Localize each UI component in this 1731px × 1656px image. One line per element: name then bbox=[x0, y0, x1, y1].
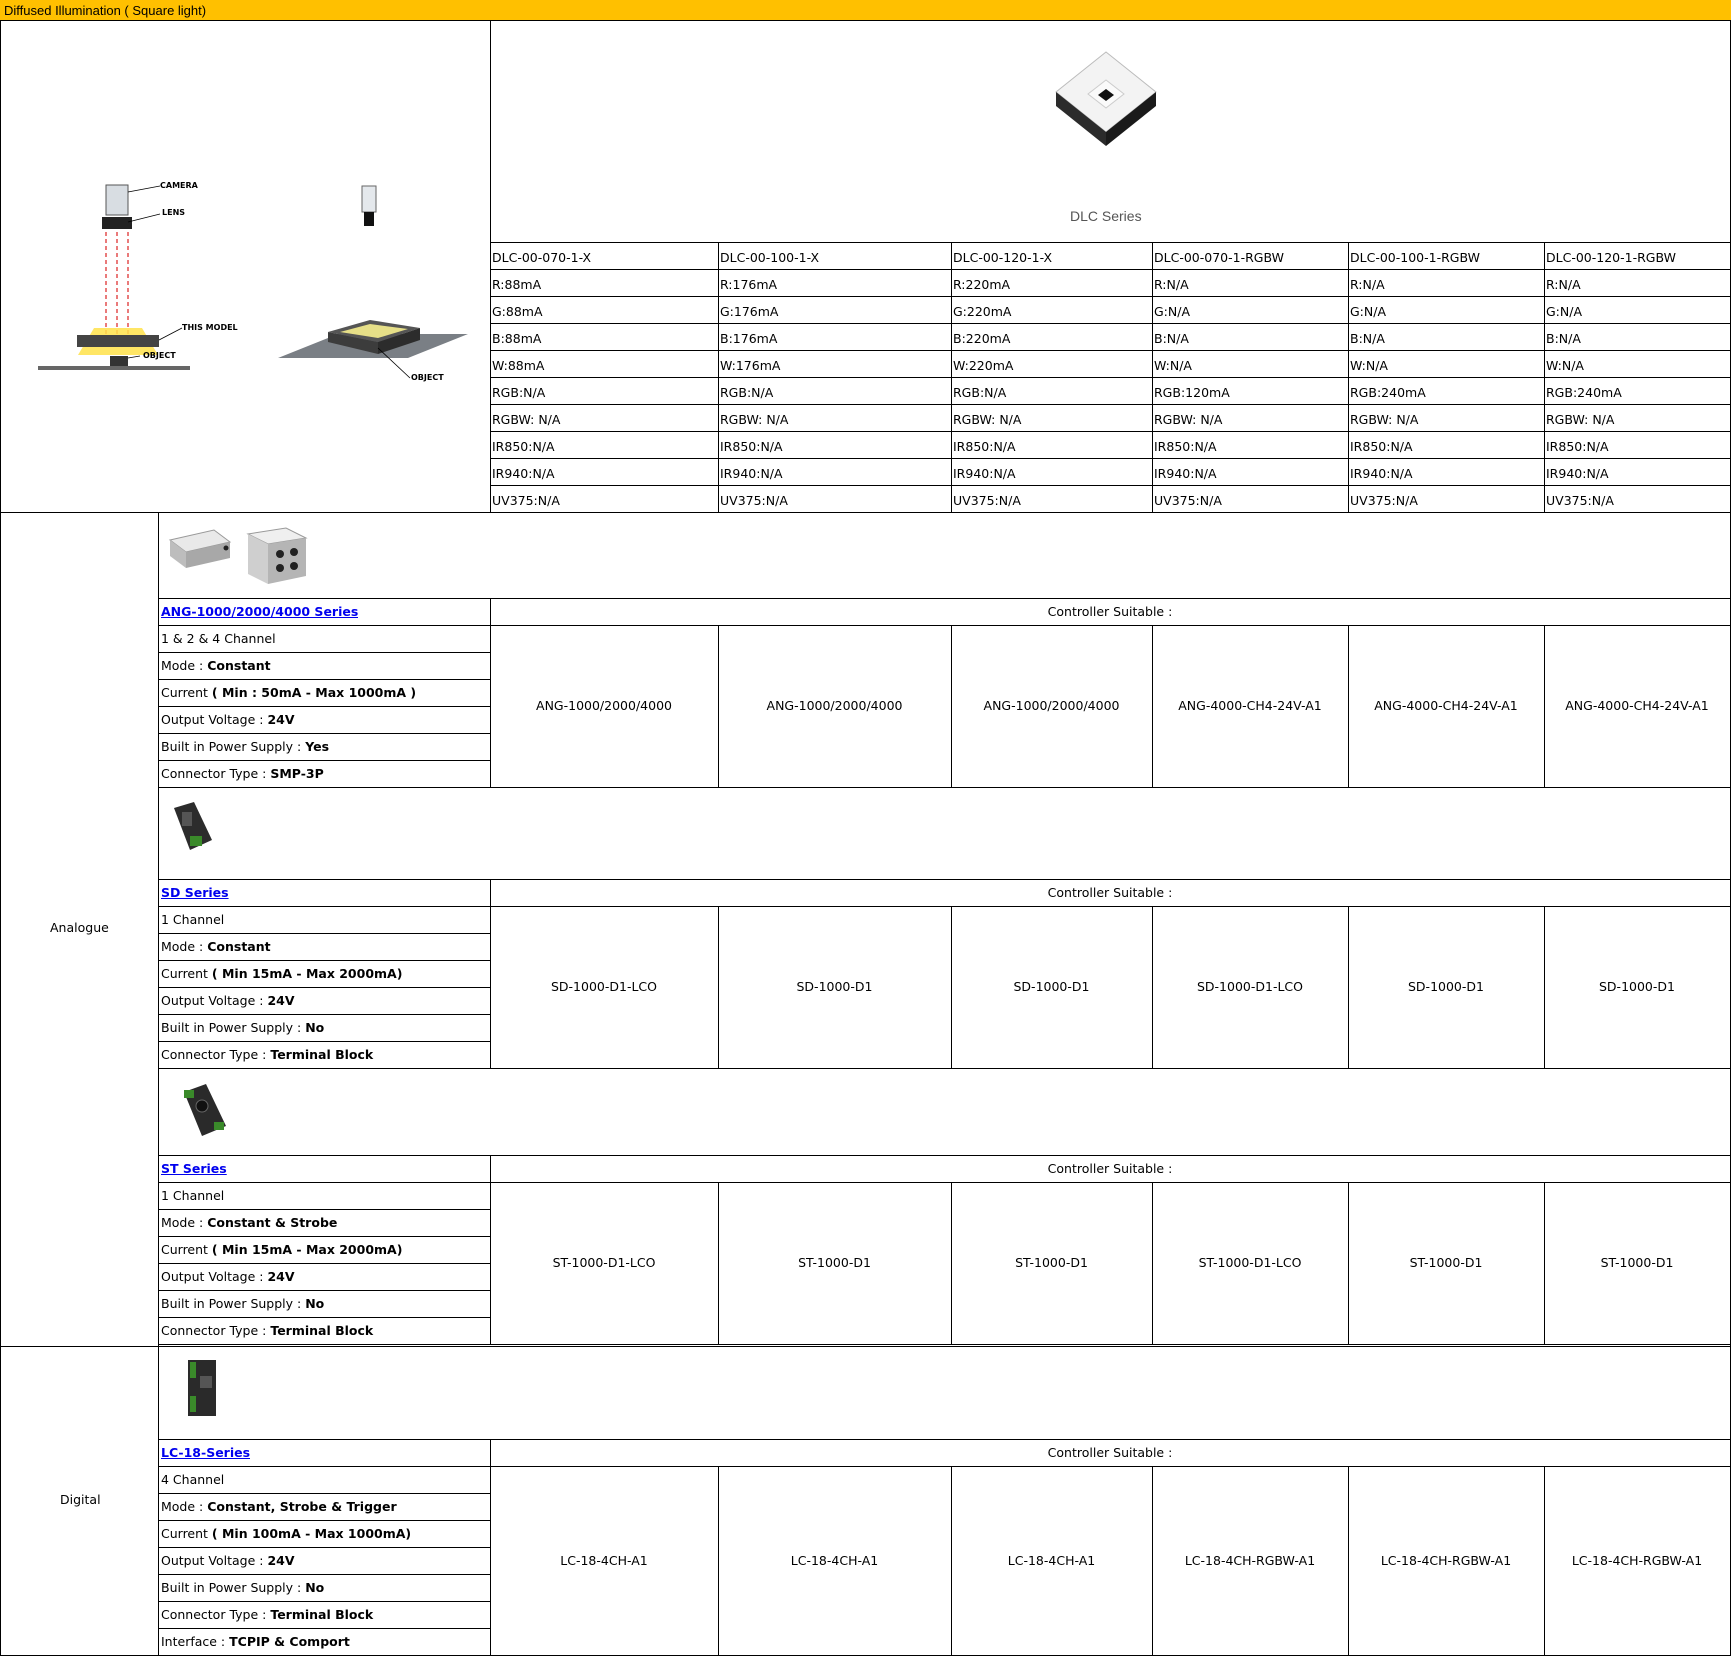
spec-label: Current bbox=[161, 1526, 212, 1541]
spec-cell: B:88mA bbox=[492, 331, 542, 346]
model-name-cell: DLC-00-100-1-RGBW bbox=[1350, 250, 1480, 265]
spec-cell: RGB:120mA bbox=[1154, 385, 1230, 400]
spec-label: Mode : bbox=[161, 1499, 208, 1514]
spec-cell: IR850:N/A bbox=[953, 439, 1016, 454]
camera-icon bbox=[362, 186, 376, 212]
controller-spec-row bbox=[158, 1182, 493, 1209]
suitable-controller-cell: SD-1000-D1-LCO bbox=[1196, 979, 1303, 994]
suitable-controller-cell: ANG-4000-CH4-24V-A1 bbox=[1374, 698, 1518, 713]
spec-label: Mode : bbox=[161, 939, 208, 954]
sd-controller-image bbox=[168, 800, 218, 856]
suitable-controller-cell: SD-1000-D1 bbox=[796, 979, 873, 994]
divider bbox=[158, 787, 490, 788]
spec-label: Output Voltage : bbox=[161, 993, 268, 1008]
spec-label: Mode : bbox=[161, 658, 208, 673]
spec-value: 24V bbox=[267, 1553, 295, 1568]
spec-label: Connector Type : bbox=[161, 1607, 271, 1622]
divider bbox=[1544, 242, 1545, 512]
spec-label: Current bbox=[161, 966, 212, 981]
divider bbox=[718, 242, 719, 512]
spec-label: 1 Channel bbox=[161, 1188, 225, 1203]
series-link[interactable]: LC-18-Series bbox=[161, 1445, 251, 1460]
spec-value: ( Min 15mA - Max 2000mA) bbox=[211, 966, 403, 981]
spec-value: No bbox=[305, 1296, 325, 1311]
controller-spec-row bbox=[158, 1014, 493, 1041]
spec-value: Constant bbox=[207, 939, 271, 954]
divider bbox=[158, 1068, 490, 1069]
spec-cell: W:176mA bbox=[720, 358, 781, 373]
controller-spec-row bbox=[158, 706, 493, 733]
spec-cell: G:N/A bbox=[1546, 304, 1583, 319]
ang-controller-image bbox=[168, 524, 318, 588]
suitable-controller-cell: ST-1000-D1 bbox=[1015, 1255, 1088, 1270]
spec-label: 4 Channel bbox=[161, 1472, 225, 1487]
spec-cell: RGBW: N/A bbox=[1350, 412, 1419, 427]
controller-spec-row bbox=[158, 1263, 493, 1290]
suitable-controller-cell: ST-1000-D1 bbox=[1600, 1255, 1674, 1270]
spec-value: Terminal Block bbox=[270, 1047, 374, 1062]
divider bbox=[158, 1155, 1731, 1156]
spec-cell: G:N/A bbox=[1350, 304, 1387, 319]
dlc-product-image bbox=[1048, 50, 1162, 146]
suitable-controller-cell: SD-1000-D1 bbox=[1408, 979, 1484, 994]
spec-value: 24V bbox=[267, 712, 295, 727]
spec-cell: B:N/A bbox=[1546, 331, 1581, 346]
spec-cell: RGBW: N/A bbox=[1154, 412, 1223, 427]
spec-label: Connector Type : bbox=[161, 1323, 271, 1338]
group-label-digital: Digital bbox=[60, 1492, 101, 1507]
spec-cell: RGBW: N/A bbox=[492, 412, 561, 427]
square-light-icon bbox=[77, 335, 159, 347]
model-name-cell: DLC-00-070-1-X bbox=[492, 250, 592, 265]
group-label-analogue: Analogue bbox=[50, 920, 109, 935]
spec-value: TCPIP & Comport bbox=[229, 1634, 350, 1649]
spec-label: Output Voltage : bbox=[161, 1553, 268, 1568]
spec-value: ( Min 100mA - Max 1000mA) bbox=[211, 1526, 412, 1541]
model-name-cell: DLC-00-120-1-X bbox=[953, 250, 1053, 265]
suitable-controller-cell: LC-18-4CH-RGBW-A1 bbox=[1380, 1552, 1512, 1568]
divider bbox=[158, 879, 1731, 880]
spec-value: No bbox=[305, 1580, 325, 1595]
divider bbox=[0, 20, 1731, 21]
spec-label: Output Voltage : bbox=[161, 1269, 268, 1284]
spec-label: Built in Power Supply : bbox=[161, 1296, 306, 1311]
spec-label: Mode : bbox=[161, 1215, 208, 1230]
controller-spec-row bbox=[158, 1574, 493, 1601]
controller-spec-row bbox=[158, 906, 493, 933]
controller-suitable-label: Controller Suitable : bbox=[1047, 885, 1173, 900]
controller-spec-row bbox=[158, 1520, 493, 1547]
spec-cell: IR850:N/A bbox=[492, 439, 555, 454]
spec-cell: G:220mA bbox=[953, 304, 1012, 319]
spec-cell: G:N/A bbox=[1154, 304, 1191, 319]
sheet-title: Diffused Illumination ( Square light) bbox=[4, 3, 207, 18]
spec-cell: B:176mA bbox=[720, 331, 778, 346]
controller-spec-row bbox=[158, 1547, 493, 1574]
spec-cell: B:N/A bbox=[1154, 331, 1189, 346]
spec-cell: UV375:N/A bbox=[1546, 493, 1614, 508]
suitable-controller-cell: ST-1000-D1-LCO bbox=[552, 1255, 656, 1270]
model-name-cell: DLC-00-100-1-X bbox=[720, 250, 820, 265]
spec-cell: IR940:N/A bbox=[720, 466, 783, 481]
spec-cell: G:176mA bbox=[720, 304, 779, 319]
model-name-cell: DLC-00-120-1-RGBW bbox=[1546, 250, 1676, 265]
spec-cell: RGB:240mA bbox=[1546, 385, 1622, 400]
controller-spec-row bbox=[158, 1317, 493, 1344]
spec-cell: UV375:N/A bbox=[1154, 493, 1222, 508]
divider bbox=[951, 242, 952, 512]
spec-cell: RGBW: N/A bbox=[1546, 412, 1615, 427]
spec-cell: W:88mA bbox=[492, 358, 545, 373]
controller-spec-row bbox=[158, 625, 493, 652]
spec-label: Connector Type : bbox=[161, 766, 271, 781]
spec-cell: RGB:N/A bbox=[720, 385, 774, 400]
spec-cell: RGBW: N/A bbox=[720, 412, 789, 427]
suitable-controller-cell: ST-1000-D1 bbox=[798, 1255, 871, 1270]
controller-suitable-label: Controller Suitable : bbox=[1047, 604, 1173, 619]
spec-value: SMP-3P bbox=[270, 766, 324, 781]
controller-spec-row bbox=[158, 987, 493, 1014]
controller-spec-row bbox=[158, 1209, 493, 1236]
spec-value: 24V bbox=[267, 993, 295, 1008]
suitable-controller-cell: ANG-1000/2000/4000 bbox=[983, 698, 1120, 713]
spec-value: No bbox=[305, 1020, 325, 1035]
model-name-cell: DLC-00-070-1-RGBW bbox=[1154, 250, 1284, 265]
spec-label: 1 & 2 & 4 Channel bbox=[161, 631, 276, 646]
controller-spec-row bbox=[158, 1601, 493, 1628]
lc-controller-image bbox=[184, 1356, 224, 1420]
series-link[interactable]: ST Series bbox=[161, 1161, 227, 1176]
suitable-controller-cell: SD-1000-D1-LCO bbox=[550, 979, 657, 994]
spec-cell: R:88mA bbox=[492, 277, 542, 292]
camera-label: CAMERA bbox=[160, 181, 198, 190]
divider bbox=[0, 20, 1, 1656]
product-series-label: DLC Series bbox=[1070, 208, 1142, 224]
spec-label: Current bbox=[161, 685, 212, 700]
spec-cell: R:N/A bbox=[1350, 277, 1385, 292]
suitable-controller-cell: ST-1000-D1-LCO bbox=[1198, 1255, 1302, 1270]
object-icon bbox=[110, 356, 128, 366]
spec-cell: G:88mA bbox=[492, 304, 543, 319]
divider bbox=[0, 1346, 1731, 1347]
controller-suitable-label: Controller Suitable : bbox=[1047, 1445, 1173, 1460]
spec-label: Connector Type : bbox=[161, 1047, 271, 1062]
controller-spec-row bbox=[158, 1041, 493, 1068]
spec-cell: UV375:N/A bbox=[720, 493, 788, 508]
divider bbox=[158, 1439, 1731, 1440]
suitable-controller-cell: LC-18-4CH-RGBW-A1 bbox=[1571, 1552, 1703, 1568]
spec-cell: RGB:N/A bbox=[492, 385, 546, 400]
spec-cell: R:N/A bbox=[1546, 277, 1581, 292]
controller-spec-row bbox=[158, 960, 493, 987]
spec-cell: UV375:N/A bbox=[1350, 493, 1418, 508]
object-label: OBJECT bbox=[143, 351, 176, 360]
spec-label: Built in Power Supply : bbox=[161, 1020, 306, 1035]
controller-spec-row bbox=[158, 679, 493, 706]
spec-cell: RGB:N/A bbox=[953, 385, 1007, 400]
divider bbox=[490, 1068, 1731, 1069]
divider bbox=[1348, 242, 1349, 512]
spec-label: Output Voltage : bbox=[161, 712, 268, 727]
illumination-3d-diagram bbox=[278, 182, 478, 382]
spec-cell: RGBW: N/A bbox=[953, 412, 1022, 427]
spec-cell: IR940:N/A bbox=[1350, 466, 1413, 481]
series-link[interactable]: SD Series bbox=[161, 885, 229, 900]
spec-cell: W:220mA bbox=[953, 358, 1014, 373]
spec-cell: UV375:N/A bbox=[953, 493, 1021, 508]
spec-value: ( Min 15mA - Max 2000mA) bbox=[211, 1242, 403, 1257]
spec-cell: IR850:N/A bbox=[1350, 439, 1413, 454]
spec-label: Current bbox=[161, 1242, 212, 1257]
spec-cell: IR940:N/A bbox=[953, 466, 1016, 481]
spec-label: Built in Power Supply : bbox=[161, 1580, 306, 1595]
suitable-controller-cell: ST-1000-D1 bbox=[1409, 1255, 1483, 1270]
spec-cell: R:176mA bbox=[720, 277, 778, 292]
lens-label: LENS bbox=[162, 208, 186, 217]
spec-cell: W:N/A bbox=[1154, 358, 1192, 373]
spec-value: ( Min : 50mA - Max 1000mA ) bbox=[211, 685, 417, 700]
lens-icon bbox=[364, 212, 374, 226]
controller-spec-row bbox=[158, 1493, 493, 1520]
spec-cell: IR940:N/A bbox=[1154, 466, 1217, 481]
spec-label: Interface : bbox=[161, 1634, 230, 1649]
suitable-controller-cell: ANG-1000/2000/4000 bbox=[536, 698, 672, 713]
suitable-controller-cell: SD-1000-D1 bbox=[1599, 979, 1675, 994]
controller-spec-row bbox=[158, 760, 493, 787]
controller-spec-row bbox=[158, 1290, 493, 1317]
suitable-controller-cell: SD-1000-D1 bbox=[1013, 979, 1090, 994]
object-label-3d: OBJECT bbox=[411, 373, 444, 382]
suitable-controller-cell: LC-18-4CH-RGBW-A1 bbox=[1184, 1552, 1316, 1568]
suitable-controller-cell: ANG-4000-CH4-24V-A1 bbox=[1565, 698, 1709, 713]
spec-cell: B:220mA bbox=[953, 331, 1011, 346]
spec-value: Constant bbox=[207, 658, 271, 673]
spec-value: Yes bbox=[305, 739, 330, 754]
spec-cell: IR850:N/A bbox=[1546, 439, 1609, 454]
st-controller-image bbox=[180, 1082, 232, 1140]
divider bbox=[1152, 242, 1153, 512]
spec-cell: IR850:N/A bbox=[720, 439, 783, 454]
suitable-controller-cell: LC-18-4CH-A1 bbox=[1007, 1552, 1096, 1568]
spec-cell: IR940:N/A bbox=[492, 466, 555, 481]
divider bbox=[490, 1344, 1731, 1345]
spec-cell: RGB:240mA bbox=[1350, 385, 1426, 400]
controller-spec-row bbox=[158, 933, 493, 960]
spec-value: Constant & Strobe bbox=[207, 1215, 338, 1230]
controller-suitable-label: Controller Suitable : bbox=[1047, 1161, 1173, 1176]
spec-cell: R:N/A bbox=[1154, 277, 1189, 292]
series-link[interactable]: ANG-1000/2000/4000 Series bbox=[161, 604, 359, 619]
controller-spec-row bbox=[158, 1236, 493, 1263]
spec-cell: UV375:N/A bbox=[492, 493, 560, 508]
spec-cell: W:N/A bbox=[1546, 358, 1584, 373]
suitable-controller-cell: ANG-1000/2000/4000 bbox=[766, 698, 903, 713]
spec-label: 1 Channel bbox=[161, 912, 225, 927]
divider bbox=[490, 787, 1731, 788]
spec-cell: R:220mA bbox=[953, 277, 1011, 292]
divider bbox=[158, 1344, 490, 1345]
spec-cell: B:N/A bbox=[1350, 331, 1385, 346]
suitable-controller-cell: LC-18-4CH-A1 bbox=[790, 1552, 879, 1568]
spec-value: Terminal Block bbox=[270, 1323, 374, 1338]
controller-spec-row bbox=[158, 733, 493, 760]
spec-label: Built in Power Supply : bbox=[161, 739, 306, 754]
controller-spec-row bbox=[158, 1466, 493, 1493]
spec-value: Terminal Block bbox=[270, 1607, 374, 1622]
controller-spec-row bbox=[158, 652, 493, 679]
title-bar bbox=[0, 0, 1731, 21]
spec-value: 24V bbox=[267, 1269, 295, 1284]
controller-spec-row bbox=[158, 1628, 493, 1655]
suitable-controller-cell: LC-18-4CH-A1 bbox=[560, 1552, 648, 1568]
this-model-label: THIS MODEL bbox=[182, 323, 238, 332]
divider bbox=[0, 512, 1731, 513]
divider bbox=[158, 598, 1731, 599]
lens-icon bbox=[102, 217, 132, 229]
spec-cell: IR940:N/A bbox=[1546, 466, 1609, 481]
spec-value: Constant, Strobe & Trigger bbox=[207, 1499, 397, 1514]
camera-icon bbox=[106, 185, 128, 215]
illumination-setup-diagram bbox=[30, 170, 230, 380]
spec-cell: IR850:N/A bbox=[1154, 439, 1217, 454]
suitable-controller-cell: ANG-4000-CH4-24V-A1 bbox=[1178, 698, 1322, 713]
spec-cell: W:N/A bbox=[1350, 358, 1388, 373]
